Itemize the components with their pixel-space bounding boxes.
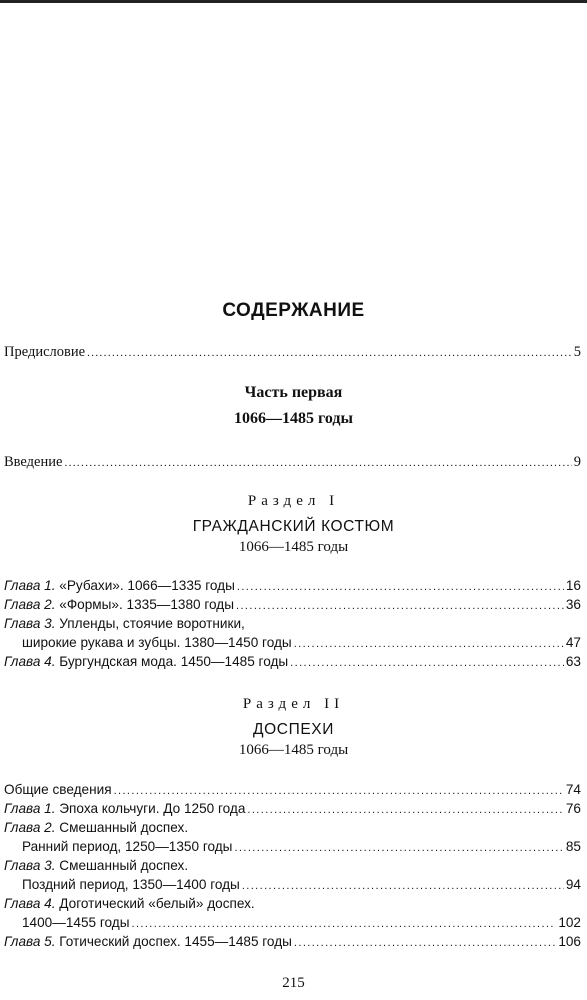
chapter-number: Глава 5.: [4, 934, 56, 949]
toc-entry-general[interactable]: [4, 781, 581, 799]
toc-page: 36: [565, 597, 581, 612]
section-1-title: ГРАЖДАНСКИЙ КОСТЮМ: [192, 518, 395, 535]
dot-leader: [234, 841, 563, 855]
dot-leader: [237, 580, 564, 594]
section-1-label: Раздел I: [247, 493, 340, 509]
toc-label: «Рубахи». 1066—1335 годы: [59, 578, 235, 593]
dot-leader: [242, 879, 564, 893]
toc-label: Смешанный доспех.: [59, 820, 189, 835]
toc-entry-s2-ch4-line1[interactable]: [4, 895, 255, 913]
toc-entry-s2-ch5[interactable]: [4, 933, 581, 951]
toc-entry-s2-ch3-line1[interactable]: [4, 857, 188, 875]
chapter-number: Глава 2.: [4, 597, 56, 612]
toc-label: 1400—1455 годы: [22, 915, 130, 930]
dot-leader: [236, 599, 564, 613]
toc-entry-s2-ch2-line2[interactable]: [22, 838, 581, 856]
toc-page: 9: [573, 454, 581, 470]
section-2-years: 1066—1485 годы: [238, 742, 349, 758]
toc-page: 47: [565, 635, 581, 650]
toc-label: Эпоха кольчуги. До 1250 года: [59, 801, 246, 816]
toc-page: 63: [565, 654, 581, 669]
section-1-years: 1066—1485 годы: [238, 539, 349, 555]
dot-leader: [64, 456, 571, 470]
part-years: 1066—1485 годы: [234, 410, 353, 427]
dot-leader: [247, 803, 563, 817]
chapter-number: Глава 4.: [4, 654, 56, 669]
toc-label: Предисловие: [4, 344, 86, 360]
chapter-number: Глава 3.: [4, 616, 56, 631]
toc-entry-preface[interactable]: [4, 343, 581, 361]
toc-page: 16: [565, 578, 581, 593]
toc-label: Доготический «белый» доспех.: [59, 896, 255, 911]
chapter-number: Глава 1.: [4, 578, 56, 593]
toc-page: 74: [565, 782, 581, 797]
dot-leader: [290, 656, 564, 670]
chapter-number: Глава 1.: [4, 801, 56, 816]
toc-entry-s2-ch3-line2[interactable]: [22, 876, 581, 894]
page-number: 215: [282, 975, 305, 991]
section-2-label: Раздел II: [242, 696, 345, 712]
toc-entry-s2-ch1[interactable]: [4, 800, 581, 818]
dot-leader: [294, 936, 556, 950]
toc-label: «Формы». 1335—1380 годы: [59, 597, 235, 612]
toc-page: 85: [565, 839, 581, 854]
toc-label: широкие рукава и зубцы. 1380—1450 годы: [22, 635, 292, 650]
toc-page: 94: [565, 877, 581, 892]
toc-entry-s2-ch2-line1[interactable]: [4, 819, 188, 837]
toc-entry-s2-ch4-line2[interactable]: [22, 914, 581, 932]
toc-page: 102: [558, 915, 581, 930]
toc-entry-s1-ch3-line1[interactable]: [4, 615, 245, 633]
dot-leader: [87, 346, 572, 360]
toc-entry-introduction[interactable]: [4, 453, 581, 471]
toc-page: 5: [573, 344, 581, 360]
section-2-title: ДОСПЕХИ: [253, 721, 334, 738]
toc-page: 106: [558, 934, 581, 949]
dot-leader: [114, 784, 564, 798]
chapter-number: Глава 3.: [4, 858, 56, 873]
toc-entry-s1-ch4[interactable]: [4, 653, 581, 671]
toc-label: Упленды, стоячие воротники,: [59, 616, 245, 631]
toc-label: Готический доспех. 1455—1485 годы: [59, 934, 292, 949]
toc-label: Поздний период, 1350—1400 годы: [22, 877, 240, 892]
toc-label: Общие сведения: [4, 782, 112, 797]
part-title: Часть первая: [244, 384, 343, 401]
toc-page: 76: [565, 801, 581, 816]
page-title: СОДЕРЖАНИЕ: [222, 300, 365, 321]
toc-label: Смешанный доспех.: [59, 858, 189, 873]
toc-label: Бургундская мода. 1450—1485 годы: [59, 654, 289, 669]
toc-entry-s1-ch2[interactable]: [4, 596, 581, 614]
dot-leader: [131, 917, 556, 931]
dot-leader: [294, 637, 564, 651]
chapter-number: Глава 4.: [4, 896, 56, 911]
chapter-number: Глава 2.: [4, 820, 56, 835]
toc-label: Ранний период, 1250—1350 годы: [22, 839, 233, 854]
toc-entry-s1-ch1[interactable]: [4, 577, 581, 595]
toc-entry-s1-ch3-line2[interactable]: [22, 634, 581, 652]
toc-label: Введение: [4, 454, 63, 470]
